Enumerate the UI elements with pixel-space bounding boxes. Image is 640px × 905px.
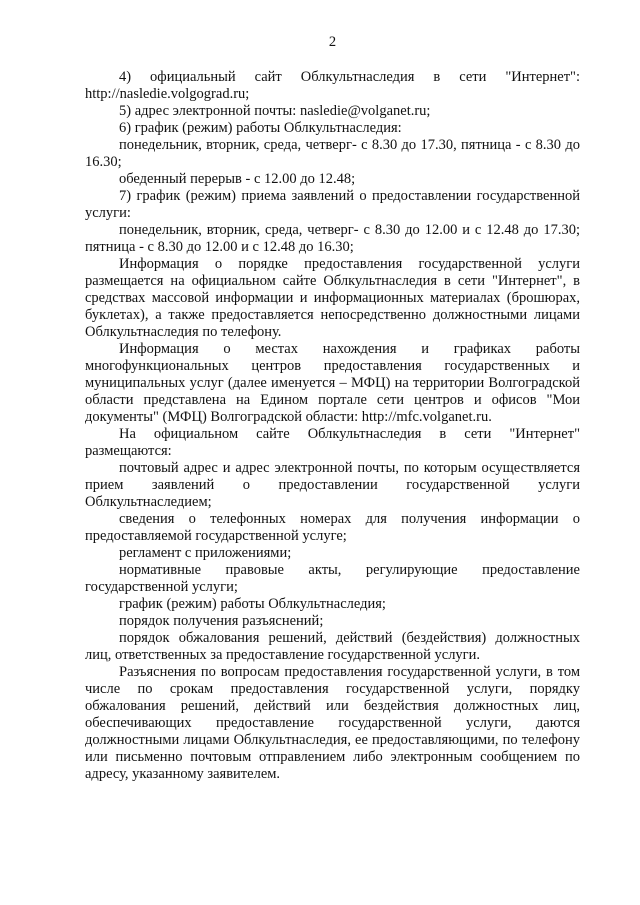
paragraph-work-days: понедельник, вторник, среда, четверг- с 8.30 до 17.30, пятница - с 8.30 до 16.30; [85,137,580,170]
paragraph-email: 5) адрес электронной почты: nasledie@volganet.ru; [119,103,431,119]
paragraph-reception-days: понедельник, вторник, среда, четверг- с 8.30 до 12.00 и с 12.48 до 17.30; пятница - с 8.30 до 12.00 и с 12.48 до 16.30; [85,222,580,255]
paragraph-mfc-info: Информация о местах нахождения и графиках работы многофункциональных центров предоставления государственных и муниципальных услуг (далее именуется – МФЦ) на территории Волгоградской области представлена на Едином портале сети центров и офисов "Мои документы" (МФЦ) Волгоградской области: http://mfc.volganet.ru. [85,341,580,425]
list-item-legal-acts: нормативные правовые акты, регулирующие предоставление государственной услуги; [85,562,580,595]
paragraph-reception-schedule-heading: 7) график (режим) приема заявлений о предоставлении государственной услуги: [85,188,580,221]
paragraph-site-contents-heading: На официальном сайте Облкультнаследия в сети "Интернет" размещаются: [85,426,580,459]
paragraph-info-procedure: Информация о порядке предоставления государственной услуги размещается на официальном сайте Облкультнаследия в сети "Интернет", в средствах массовой информации и информационных материалах (брошюрах, буклетах), а также предоставляется непосредственно должностными лицами Облкультнаследия по телефону. [85,256,580,340]
list-item-appeal-procedure: порядок обжалования решений, действий (бездействия) должностных лиц, ответственных за предоставление государственной услуги. [85,630,580,663]
paragraph-work-schedule-heading: 6) график (режим) работы Облкультнаследия: [119,120,402,136]
page-number: 2 [328,34,337,50]
list-item-clarifications: порядок получения разъяснений; [119,613,324,629]
paragraph-clarifications: Разъяснения по вопросам предоставления государственной услуги, в том числе по срокам предоставления государственной услуги, порядку обжалования решений, действий или бездействия должностных лиц, обеспечивающих предоставление государственной услуги, даются должностными лицами Облкультнаследия, ее предоставляющими, по телефону или письменно почтовым отправлением либо электронным сообщением по адресу, указанному заявителем. [85,664,580,782]
paragraph-lunch-break: обеденный перерыв - с 12.00 до 12.48; [119,171,356,187]
list-item-phone-numbers: сведения о телефонных номерах для получения информации о предоставляемой государственной услуге; [85,511,580,544]
list-item-work-schedule: график (режим) работы Облкультнаследия; [119,596,386,612]
paragraph-official-site: 4) официальный сайт Облкультнаследия в сети "Интернет": http://nasledie.volgograd.ru; [85,69,580,102]
list-item-regulations: регламент с приложениями; [119,545,292,561]
list-item-postal-address: почтовый адрес и адрес электронной почты, по которым осуществляется прием заявлений о предоставлении государственной услуги Облкультнаследием; [85,460,580,510]
